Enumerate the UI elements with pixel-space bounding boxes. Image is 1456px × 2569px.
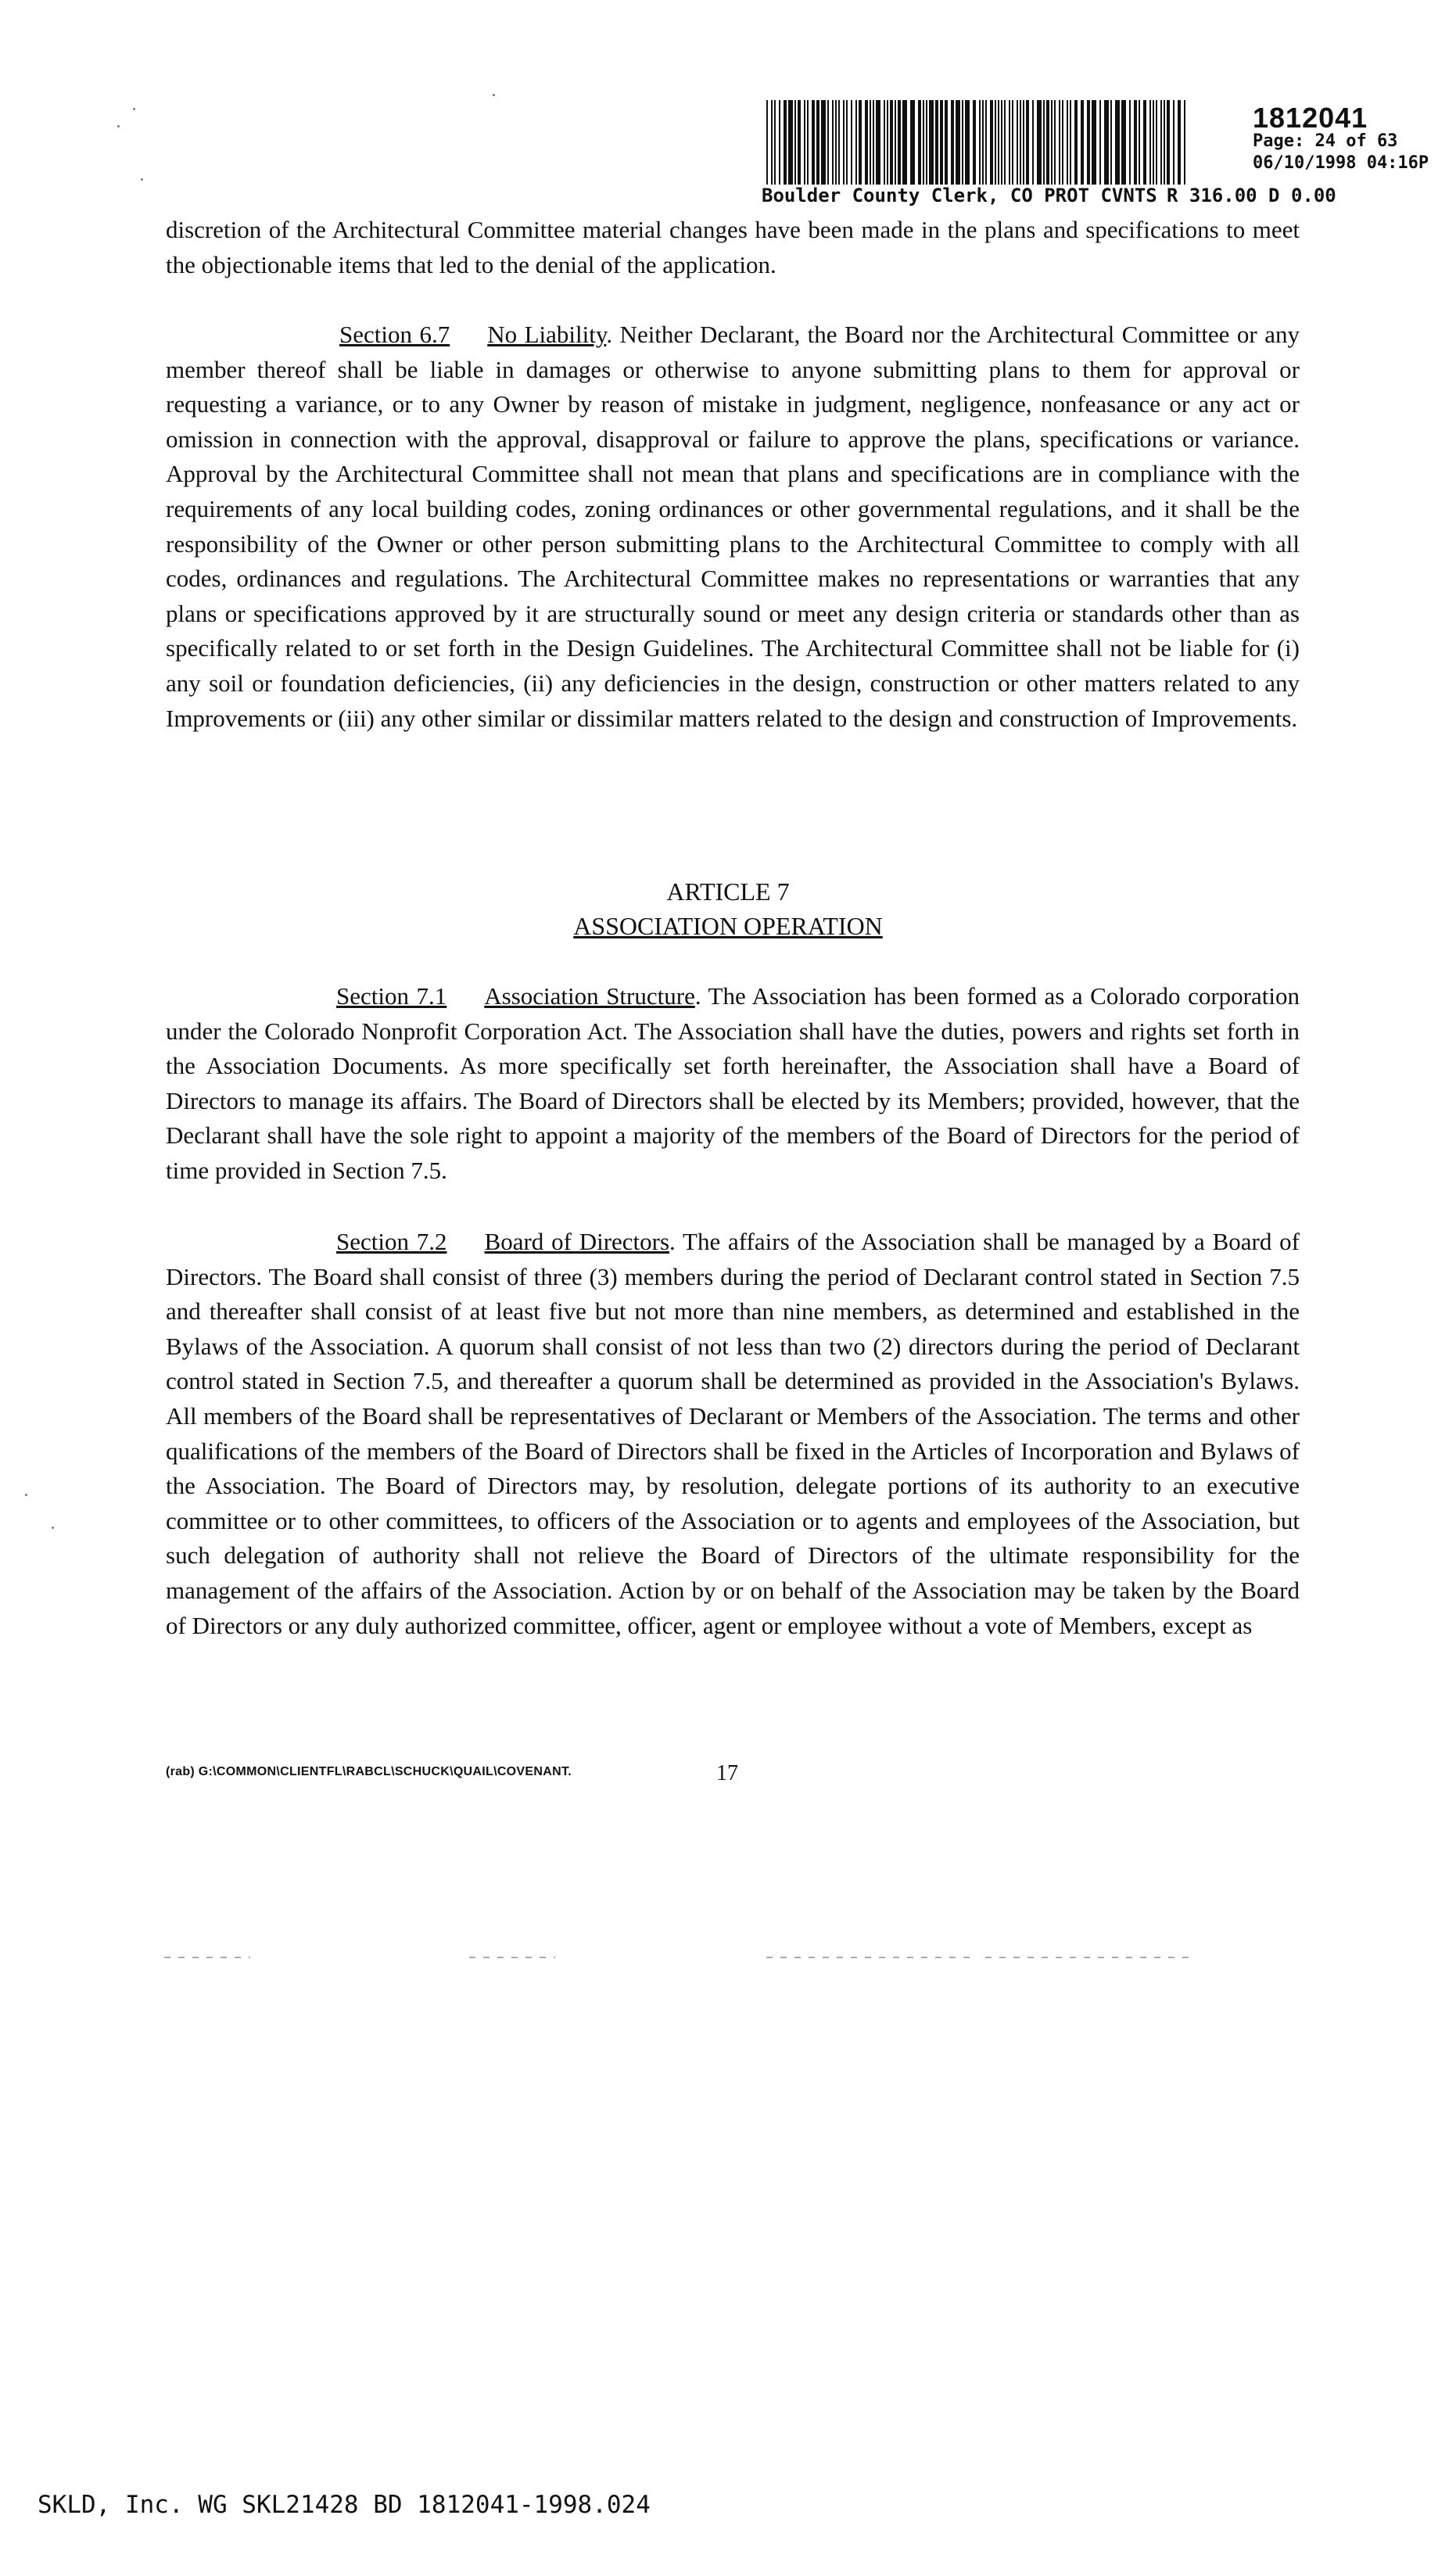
barcode-bar <box>887 100 888 185</box>
section-text: . The Association has been formed as a Colorado corporation under the Colorado Nonprofit Corporation Act. The Association shall have the duties, powers and rights set forth in the Association Documents. As more specifically set forth hereinafter, the Association shall have a Board of Directors to manage its affairs. The Board of Directors shall be elected by its Members; provided, however, that the Declarant shall have the sole right to appoint a majority of the members of the Board of Directors for the period of time provided in Section 7.5. <box>166 982 1300 1184</box>
barcode-bar <box>771 100 773 185</box>
barcode-bar <box>990 100 993 185</box>
barcode-bar <box>846 100 848 185</box>
barcode-bar <box>843 100 845 185</box>
barcode <box>765 100 1192 185</box>
article-number: ARTICLE 7 <box>666 877 790 906</box>
paragraph-intro: discretion of the Architectural Committee material changes have been made in the plans and specifications to meet the objectionable items that led to the denial of the application. <box>166 216 1300 278</box>
barcode-bar <box>1081 100 1084 185</box>
barcode-bar <box>1173 100 1174 185</box>
barcode-bar <box>940 100 943 185</box>
barcode-bar <box>890 100 893 185</box>
barcode-bar <box>804 100 805 185</box>
recording-page: Page: 24 of 63 <box>1253 131 1398 151</box>
barcode-bar <box>965 100 970 185</box>
barcode-bar <box>962 100 963 185</box>
barcode-bar <box>1051 100 1053 185</box>
barcode-bar <box>884 100 885 185</box>
barcode-bar <box>935 100 938 185</box>
barcode-bar <box>774 100 776 185</box>
barcode-bar <box>898 100 901 185</box>
barcode-bar <box>851 100 852 185</box>
barcode-bar <box>1121 100 1126 185</box>
scan-line <box>469 1957 555 1958</box>
page-number: 17 <box>716 1761 738 1785</box>
barcode-bar <box>1017 100 1018 185</box>
barcode-bar <box>779 100 780 185</box>
barcode-bar <box>1087 100 1090 185</box>
recording-number: 1812041 <box>1253 102 1368 134</box>
barcode-bar <box>816 100 819 185</box>
section-title: No Liability <box>487 321 607 348</box>
barcode-bar <box>995 100 996 185</box>
barcode-bar <box>1046 100 1049 185</box>
scan-line <box>985 1957 1189 1958</box>
barcode-bar <box>827 100 829 185</box>
barcode-bar <box>1054 100 1056 185</box>
section-number: Section 7.1 <box>336 982 447 1010</box>
barcode-bar <box>1059 100 1060 185</box>
section-title: Association Structure <box>484 982 695 1010</box>
barcode-bar <box>1062 100 1063 185</box>
scan-speck <box>52 1527 54 1529</box>
barcode-bar <box>876 100 880 185</box>
barcode-bar <box>956 100 960 185</box>
barcode-bar <box>859 100 862 185</box>
barcode-bar <box>929 100 934 185</box>
barcode-bar <box>1037 100 1042 185</box>
barcode-bar <box>1156 100 1157 185</box>
barcode-bar <box>945 100 948 185</box>
barcode-bar <box>766 100 768 185</box>
section-text: . Neither Declarant, the Board nor the Architectural Committee or any member thereof shall be liable in damages or otherwise to anyone submitting plans to them for approval or requesting a variance, or to any Owner by reason of mistake in judgment, negligence, nonfeasance or any act or omission in connection with the approval, disapproval or failure to approve the plans, specifications or variance. Approval by the Architectural Committee shall not mean that plans and specifications are in compliance with the requirements of any local building codes, zoning ordinances or other governmental regulations, and it shall be the responsibility of the Owner or other person submitting plans to the Architectural Committee to comply with all codes, ordinances and regulations. The Architectural Committee makes no representations or warranties that any plans or specifications approved by it are structurally sound or meet any design criteria or standards other than as specifically related to or set forth in the Design Guidelines. The Architectural Committee shall not be liable for (i) any soil or foundation deficiencies, (ii) any deficiencies in the design, construction or other matters related to any Improvements or (iii) any other similar or dissimilar matters related to the design and construction of Improvements. <box>166 321 1300 732</box>
paragraph-section-7-1 <box>166 979 1300 1189</box>
scan-speck <box>25 1494 27 1496</box>
barcode-bar <box>1139 100 1140 185</box>
barcode-bar <box>1178 100 1181 185</box>
barcode-bar <box>1004 100 1006 185</box>
barcode-bar <box>1149 100 1151 185</box>
skld-index-line: SKLD, Inc. WG SKL21428 BD 1812041-1998.024 <box>38 2491 651 2519</box>
barcode-bar <box>812 100 815 185</box>
barcode-bar <box>855 100 857 185</box>
barcode-bar <box>835 100 837 185</box>
barcode-bar <box>1099 100 1101 185</box>
section-title: Board of Directors <box>484 1228 670 1255</box>
barcode-bar <box>923 100 924 185</box>
barcode-bar <box>985 100 987 185</box>
recording-fees: R 316.00 D 0.00 <box>1167 185 1336 206</box>
barcode-bar <box>902 100 907 185</box>
barcode-bar <box>982 100 984 185</box>
article-title <box>0 909 1456 943</box>
barcode-bar <box>838 100 840 185</box>
barcode-bar <box>784 100 787 185</box>
barcode-bar <box>1110 100 1112 185</box>
barcode-bar <box>910 100 915 185</box>
barcode-bar <box>1143 100 1146 185</box>
barcode-bar <box>1092 100 1096 185</box>
barcode-bar <box>951 100 954 185</box>
barcode-bar <box>1115 100 1120 185</box>
scan-speck <box>141 178 143 181</box>
section-number: Section 7.2 <box>336 1228 447 1255</box>
barcode-bar <box>1009 100 1010 185</box>
barcode-bar <box>865 100 868 185</box>
paragraph-section-6-7 <box>166 318 1300 736</box>
barcode-bar <box>873 100 874 185</box>
scan-line <box>766 1957 970 1958</box>
barcode-bar <box>1012 100 1013 185</box>
barcode-bar <box>1074 100 1078 185</box>
barcode-bar <box>1184 100 1185 185</box>
barcode-bar <box>926 100 927 185</box>
barcode-bar <box>1020 100 1021 185</box>
barcode-bar <box>1067 100 1068 185</box>
barcode-bar <box>1104 100 1109 185</box>
barcode-bar <box>1026 100 1029 185</box>
barcode-bar <box>870 100 871 185</box>
footer-file-path: (rab) G:\COMMON\CLIENTFL\RABCL\SCHUCK\QUAIL\COVENANT. <box>166 1765 572 1778</box>
barcode-bar <box>807 100 809 185</box>
barcode-bar <box>1043 100 1045 185</box>
barcode-bar <box>1167 100 1170 185</box>
paragraph-section-7-2 <box>166 1225 1300 1643</box>
barcode-bar <box>1032 100 1034 185</box>
scan-speck <box>117 125 120 127</box>
scan-line <box>164 1957 250 1958</box>
barcode-bar <box>998 100 999 185</box>
barcode-bar <box>821 100 826 185</box>
scan-speck <box>133 108 135 110</box>
barcode-bar <box>979 100 981 185</box>
barcode-bar <box>918 100 921 185</box>
section-text: . The affairs of the Association shall be managed by a Board of Directors. The Board shall consist of three (3) members during the period of Declarant control stated in Section 7.5 and thereafter shall consist of at least five but not more than nine members, as determined and established in the Bylaws of the Association. A quorum shall consist of not less than two (2) directors during the period of Declarant control stated in Section 7.5, and thereafter a quorum shall be determined as provided in the Association's Bylaws. All members of the Board shall be representatives of Declarant or Members of the Association. The terms and other qualifications of the members of the Board of Directors shall be fixed in the Articles of Incorporation and Bylaws of the Association. The Board of Directors may, by resolution, delegate portions of its authority to an executive committee or to other committees, to officers of the Association or to agents and employees of the Association, but such delegation of authority shall not relieve the Board of Directors of the ultimate responsibility for the management of the affairs of the Association. Action by or on behalf of the Association may be taken by the Board of Directors or any duly authorized committee, officer, agent or employee without a vote of Members, except as <box>166 1228 1300 1639</box>
barcode-bar <box>895 100 896 185</box>
barcode-bar <box>1164 100 1165 185</box>
section-number: Section 6.7 <box>339 321 450 348</box>
barcode-bar <box>1070 100 1071 185</box>
recording-clerk: Boulder County Clerk, CO PROT CVNTS <box>762 185 1157 206</box>
barcode-bar <box>1023 100 1024 185</box>
barcode-bar <box>1001 100 1002 185</box>
barcode-bar <box>798 100 801 185</box>
barcode-bar <box>1134 100 1137 185</box>
article-title-text: ASSOCIATION OPERATION <box>573 912 883 940</box>
recording-datetime: 06/10/1998 04:16P <box>1253 153 1429 173</box>
barcode-bar <box>794 100 796 185</box>
barcode-bar <box>1153 100 1154 185</box>
barcode-bar <box>973 100 976 185</box>
scan-speck <box>493 94 495 96</box>
barcode-bar <box>1160 100 1162 185</box>
barcode-bar <box>788 100 793 185</box>
barcode-bar <box>832 100 834 185</box>
barcode-bar <box>1129 100 1131 185</box>
